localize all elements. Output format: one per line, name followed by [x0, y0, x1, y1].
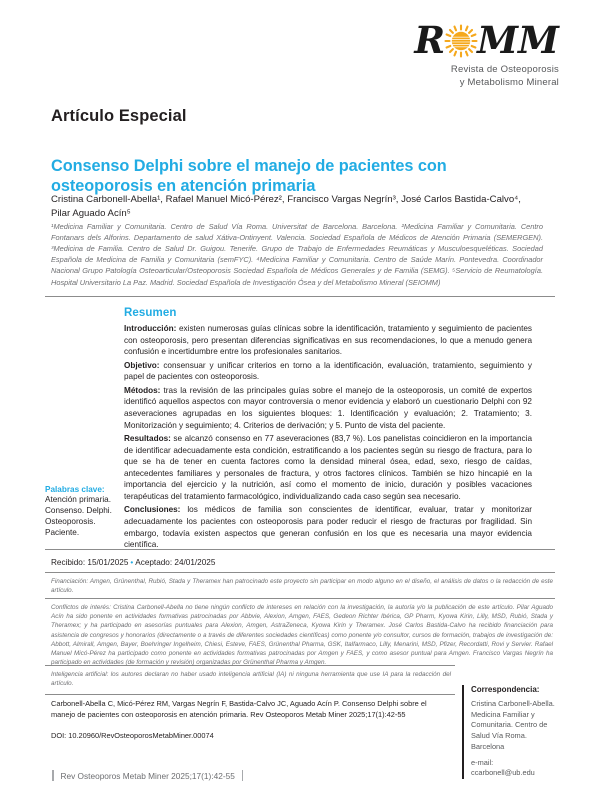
journal-logo — [329, 18, 559, 62]
keywords-heading: Palabras clave: — [45, 485, 105, 494]
author-list — [51, 193, 536, 221]
page-footer — [45, 770, 555, 781]
abstract-section-conclusiones — [124, 504, 532, 550]
footer-citation: Rev Osteoporos Metab Miner 2025;17(1):42-55 — [60, 770, 235, 781]
abstract-text-resultados: se alcanzó consenso en 77 aseveraciones (83,7 %). Los panelistas coincidieron en la importancia de identificar adecuadamente esta condición, estratificando a los pacientes según su riesgo de fractura, para lo que se ha de tener en cuenta factores como la densidad mineral ósea, edad, sexo, riesgo de caídas, antecedentes familiares y personales de fractura, y otros factores clínicos. También se hizo hincapié en la importancia del ejercicio y la nutrición, así como el momento de inicio, duración y posibles vacaciones terapéuticas del tratamiento farmacológico, individualizando cada caso según sea necesario. — [124, 434, 532, 501]
abstract-section-introduccion — [124, 323, 532, 358]
abstract-label-objetivo: Objetivo: — [124, 360, 160, 370]
abstract-section-resultados — [124, 433, 532, 502]
article-type: Artículo Especial — [51, 107, 187, 125]
sun-icon — [444, 24, 478, 58]
abstract-heading: Resumen — [124, 307, 177, 319]
divider-above-ai-statement — [45, 665, 455, 666]
journal-subtitle — [329, 64, 559, 89]
page-title: Consenso Delphi sobre el manejo de pacientes con osteoporosis en atención primaria — [51, 156, 447, 196]
author-line-1: Cristina Carbonell-Abella¹, Rafael Manuel Micó-Pérez², Francisco Vargas Negrín³, José Carlos Bastida-Calvo⁴, — [51, 194, 521, 205]
abstract-text-introduccion: existen numerosas guías clínicas sobre la identificación, tratamiento y seguimiento de pacientes con osteoporosis, pero presentan diferencias significativas en sus recomendaciones, lo que a menudo genera confusión e incertidumbre entre los profesionales sanitarios. — [124, 324, 532, 357]
date-received: Recibido: 15/01/2025 — [51, 558, 129, 567]
abstract-section-objetivo — [124, 360, 532, 383]
affiliations: ¹Medicina Familiar y Comunitaria. Centro de Salud Vía Roma. Universitat de Barcelona. Barcelona. ²Medicina Familiar y Comunitaria. Centro Fontanars dels Alforins. Departamento de salud Xátiva-Ontinyent. Valencia. Sociedad Española de Médicos de Atención Primaria (SEMERGEN). ³Medicina de Familia. Centro de Salud Dr. Guigou. Tenerife. Grupo de Trabajo de Enfermedades Reumáticas y Musculoesqueléticas. Sociedad Española de Medicina de Familia y Comunitaria (semFYC). ⁴Medicina Familiar y Comunitaria. Centro de Saúde Marín. Pontevedra. Coordinador Nacional Grupo Patología Osteoarticular/Osteoporosis Sociedad Española de Médicos Generales y de Familia (SEMG). ⁵Servicio de Reumatología. Hospital Universitario La Paz. Madrid. Sociedad Española de Investigación Ósea y del Metabolismo Mineral (SEIOMM) — [51, 222, 543, 287]
journal-subtitle-line-2: y Metabolismo Mineral — [459, 76, 559, 88]
divider-above-conflicts — [45, 598, 555, 599]
journal-subtitle-line-1: Revista de Osteoporosis — [450, 64, 559, 75]
keywords-list: Atención primaria. Consenso. Delphi. Osteoporosis. Paciente. — [45, 495, 112, 537]
correspondence-email[interactable]: e-mail: ccarbonell@ub.edu — [471, 757, 535, 778]
divider-above-abstract — [45, 296, 555, 297]
journal-masthead — [329, 18, 559, 89]
funding-statement: Financiación: Amgen, Grünenthal, Rubió, Stada y Theramex han patrocinado este proyecto sin participar en modo alguno en el diseño, el análisis de datos o la redacción de este artículo. — [51, 578, 553, 595]
article-dates — [51, 558, 215, 567]
abstract-text-conclusiones: los médicos de familia son conscientes de identificar, evaluar, tratar y monitorizar adecuadamente los pacientes con osteoporosis para poder reducir el riesgo de fracturas por fragilidad. Sin embargo, todavía existen aspectos que generan confusión en los que es necesaria una mayor evidencia científica. — [124, 505, 532, 550]
doi-line[interactable]: DOI: 10.20960/RevOsteoporosMetabMiner.00074 — [51, 731, 214, 740]
keywords-block — [45, 485, 117, 539]
author-line-2: Pilar Aguado Acín⁵ — [51, 207, 131, 219]
conflicts-of-interest-statement: Conflictos de interés: Cristina Carbonell-Abella no tiene ningún conflicto de intereses en relación con la investigación, la autoría y/o la publicación de este artículo. Pilar Aguado Acín ha sido ponente en actividades formativas patrocinadas por Abbvie, Alexion, Amgen, FAES, Gedeon Richter Ibérica, GP Pharm, Kyowa Kirin, Lilly, MSD, Rubió, Stada y Theramex; y ha participado en asesorías puntuales para Alexion, Amgen, AstraZeneca, Kyowa Kirin y Theramex. José Carlos Bastida-Calvo ha recibido financiación para asistencia de congresos y honorarios (directamente o a través de diferentes sociedades científicas) como ponente y/o consultor, cursos de formación, trabajos de investigación de: Abbott, Almirall, Amgen, Bayer, Boehringer Ingelheim, Chiesi, Esteve, FAES, Grünenthal Pharma, GSK, Italfarmaco, Lilly, Menarini, MSD, Pfizer, Recordatti, Rovi y Servier. Rafael Manuel Micó-Pérez ha participado como ponente en actividades formativas patrocinadas por Amgen y FAES, y como asesor puntual para Amgen. Francisco Vargas Negrín ha participado en actividades (de formación y revisión) organizadas por Grünenthal Pharma y Amgen. — [51, 604, 553, 667]
correspondence-address: Cristina Carbonell-Abella. Medicina Familiar y Comunitaria. Centro de Salud Vía Roma. Barcelona — [471, 699, 555, 751]
ai-statement: Inteligencia artificial: los autores declaran no haber usado inteligencia artificial (IA) ni ninguna herramienta que use IA para la redacción del artículo. — [51, 671, 451, 688]
correspondence-box — [462, 685, 558, 779]
logo-letter-r: R — [414, 18, 446, 62]
abstract-block — [124, 307, 532, 553]
abstract-text-objetivo: consensuar y unificar criterios en torno a la identificación, evaluación, tratamiento, seguimiento y papel de pacientes con osteoporosis. — [124, 360, 532, 382]
abstract-section-metodos — [124, 385, 532, 431]
abstract-label-metodos: Métodos: — [124, 385, 161, 395]
how-to-cite: Carbonell-Abella C, Micó-Pérez RM, Vargas Negrín F, Bastida-Calvo JC, Aguado Acín P. Consenso Delphi sobre el manejo de pacientes con osteoporosis en atención primaria. Rev Osteoporos Metab Miner 2025;17(1):42-55 — [51, 699, 427, 719]
date-accepted: Aceptado: 24/01/2025 — [135, 558, 216, 567]
date-separator: • — [130, 558, 134, 567]
divider-below-dates — [45, 572, 555, 573]
abstract-label-introduccion: Introducción: — [124, 324, 177, 333]
abstract-text-metodos: tras la revisión de las principales guías sobre el manejo de la osteoporosis, un comité de expertos identificó aquellos aspectos con mayor controversia o menor evidencia y elaboró un cuestionario Delphi con 92 aseveraciones agrupadas en los siguientes bloques: 1. Identificación y evaluación; 2. Tratamiento; 3. Monitorización y seguimiento; 4. Criterios de derivación; y 5. Punto de vista del paciente. — [124, 385, 532, 430]
abstract-label-resultados: Resultados: — [124, 434, 171, 444]
logo-letters-mm: MM — [477, 18, 559, 62]
abstract-label-conclusiones: Conclusiones: — [124, 505, 181, 515]
divider-above-dates — [45, 549, 555, 550]
correspondence-heading: Correspondencia: — [471, 685, 540, 694]
footer-rule-left — [52, 770, 54, 781]
footer-rule-right — [242, 770, 244, 781]
divider-above-citation — [45, 694, 455, 695]
